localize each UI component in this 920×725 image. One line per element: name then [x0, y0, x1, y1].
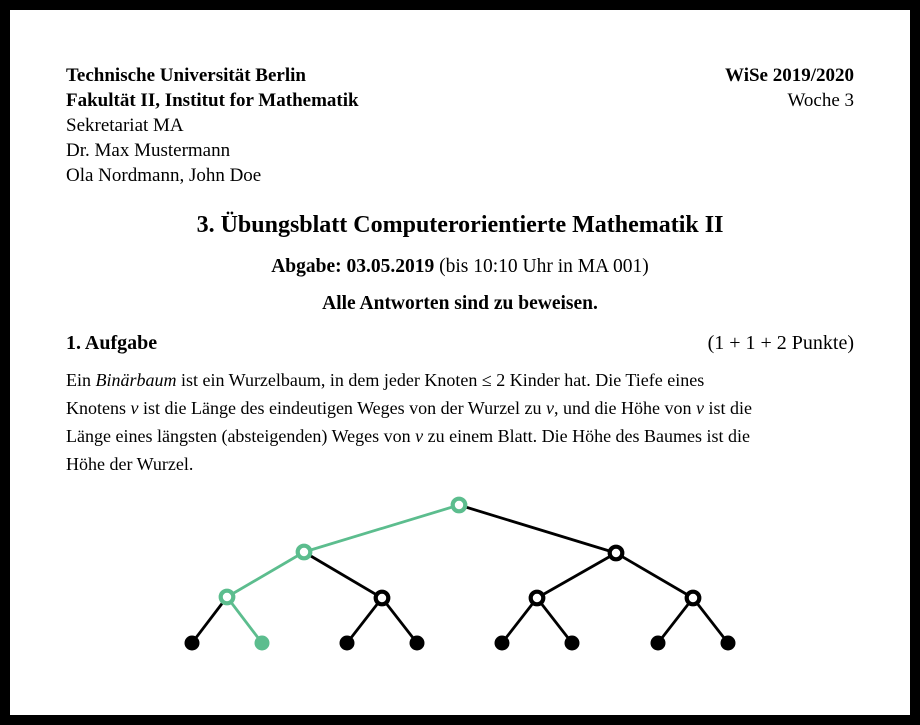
- var-v: v: [696, 398, 705, 418]
- lecturer-name: Dr. Max Mustermann: [66, 140, 231, 161]
- motto-line: Alle Antworten sind zu beweisen.: [322, 293, 598, 314]
- paragraph-line: [66, 450, 854, 478]
- exercise-points: (1 + 1 + 2 Punkte): [707, 332, 854, 354]
- submission-deadline: Abgabe: 03.05.2019: [271, 256, 435, 277]
- exercise-text: [66, 366, 854, 478]
- secretariat: Sekretariat MA: [66, 115, 184, 136]
- week-label: Woche 3: [787, 90, 854, 111]
- header-term-block: [725, 63, 854, 188]
- sheet-title: 3. Übungsblatt Computerorientierte Mathematik II: [196, 212, 724, 238]
- document-header: [66, 63, 854, 188]
- faculty-name: Fakultät II, Institut for Mathematik: [66, 90, 359, 111]
- text-segment: Länge eines längsten (absteigenden) Weges von: [66, 426, 416, 446]
- text-segment: Knotens: [66, 398, 131, 418]
- submission-details: (bis 10:10 Uhr in MA 001): [434, 256, 649, 277]
- var-v: v: [130, 398, 139, 418]
- semester-label: WiSe 2019/2020: [725, 65, 854, 86]
- term-binaerbaum: Binärbaum: [95, 370, 177, 390]
- text-segment: , und die Höhe von: [554, 398, 697, 418]
- text-segment: Ein: [66, 370, 96, 390]
- var-v: v: [415, 426, 424, 446]
- paragraph-line: [66, 422, 854, 450]
- exercise-heading-row: [66, 330, 854, 356]
- exercise-label: 1. Aufgabe: [66, 332, 158, 354]
- paragraph-line: [66, 394, 854, 422]
- header-institution-block: [66, 63, 359, 188]
- text-segment: ist die: [704, 398, 753, 418]
- var-v: v: [546, 398, 555, 418]
- text-segment: ist die Länge des eindeutigen Weges von der Wurzel zu: [138, 398, 547, 418]
- submission-line: [10, 254, 910, 280]
- text-segment: Höhe der Wurzel.: [66, 454, 194, 474]
- institution-name: Technische Universität Berlin: [66, 65, 306, 86]
- paragraph-line: [66, 366, 854, 394]
- document-page: [10, 10, 910, 715]
- text-segment: ist ein Wurzelbaum, in dem jeder Knoten ≤ 2 Kinder hat. Die Tiefe eines: [176, 370, 705, 390]
- assistants-names: Ola Nordmann, John Doe: [66, 165, 262, 186]
- text-segment: zu einem Blatt. Die Höhe des Baumes ist die: [423, 426, 751, 446]
